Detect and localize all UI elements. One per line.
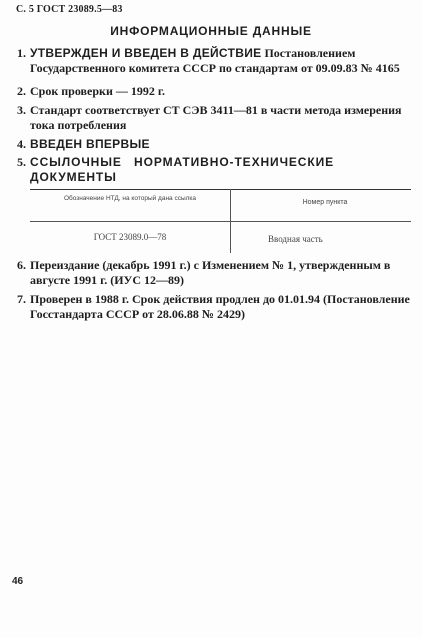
item-heading: ВВЕДЕН ВПЕРВЫЕ — [30, 137, 150, 151]
list-item-6 — [17, 258, 412, 288]
list-item-2 — [17, 84, 412, 99]
page-title: ИНФОРМАЦИОННЫЕ ДАННЫЕ — [110, 24, 312, 38]
item-text: Проверен в 1988 г. Срок действия продлен до 01.01.94 (Постановление Госстандарта СССР от 28.06.88 № 2429) — [30, 292, 410, 321]
list-item-3 — [17, 103, 412, 133]
table-header-clause: Номер пункта — [302, 199, 348, 206]
page-header: С. 5 ГОСТ 23089.5—83 — [16, 4, 123, 15]
item-number: 2. — [17, 84, 26, 98]
item-number: 4. — [17, 137, 26, 151]
item-heading: УТВЕРЖДЕН И ВВЕДЕН В ДЕЙСТВИЕ — [30, 46, 262, 60]
list-item-7 — [17, 292, 412, 322]
list-item-5 — [17, 155, 412, 185]
item-number: 6. — [17, 258, 26, 272]
item-text: Стандарт соответствует СТ СЭВ 3411—81 в части метода измерения тока потребления — [30, 103, 402, 132]
list-item-1 — [17, 46, 412, 76]
item-number: 1. — [17, 46, 26, 60]
list-item-4 — [17, 137, 412, 152]
item-text: Переиздание (декабрь 1991 г.) с Изменением № 1, утвержденным в августе 1991 г. (ИУС 12—89) — [30, 258, 391, 287]
table-top-rule — [30, 189, 411, 190]
item-text: Постановлением Государственного комитета СССР по стандартам от 09.09.83 № 4165 — [30, 46, 400, 75]
table-column-divider — [230, 189, 231, 253]
table-header-rule — [30, 221, 411, 222]
item-number: 3. — [17, 103, 26, 117]
item-number: 5. — [17, 155, 26, 169]
item-text: Срок проверки — 1992 г. — [30, 84, 165, 98]
table-header-document: Обозначение НТД, на который дана ссылка — [63, 195, 197, 202]
item-number: 7. — [17, 292, 26, 306]
page-number: 46 — [12, 576, 24, 587]
item-heading: ССЫЛОЧНЫЕ НОРМАТИВНО-ТЕХНИЧЕСКИЕ ДОКУМЕНТЫ — [30, 155, 335, 184]
table-cell-document: ГОСТ 23089.0—78 — [93, 232, 167, 242]
table-cell-clause: Вводная часть — [268, 234, 323, 244]
